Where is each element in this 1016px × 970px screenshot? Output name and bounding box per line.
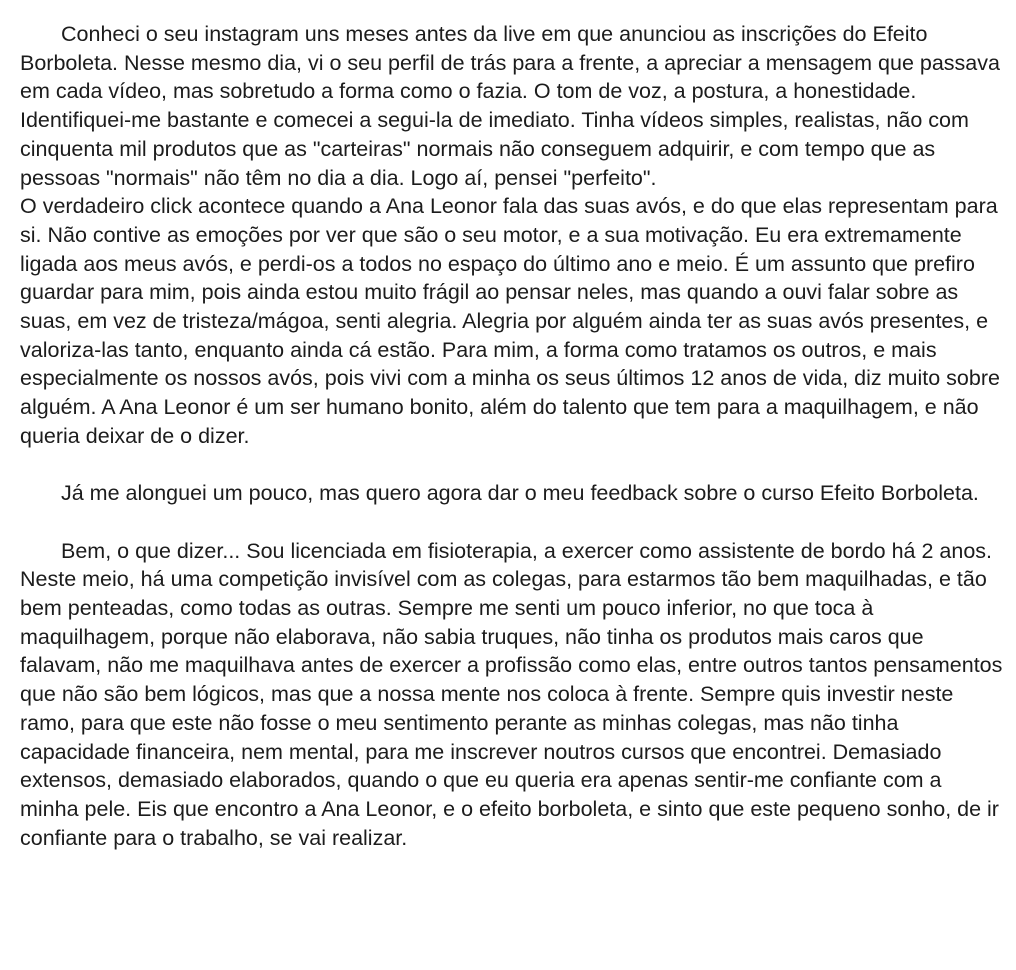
paragraph-feedback-intro: Já me alonguei um pouco, mas quero agora dar o meu feedback sobre o curso Efeito Borboleta. [61,481,979,506]
paragraph-course-feedback: Bem, o que dizer... Sou licenciada em fisioterapia, a exercer como assistente de bordo há 2 anos. Neste meio, há uma competição invisível com as colegas, para estarmos tão bem maquilhadas, e tão bem penteadas, como todas as outras. Sempre me senti um pouco inferior, no que toca à maquilhagem, porque não elaborava, não sabia truques, não tinha os produtos mais caros que falavam, não me maquilhava antes de exercer a profissão como elas, entre outros tantos pensamentos que não são bem lógicos, mas que a nossa mente nos coloca à frente. Sempre quis investir neste ramo, para que este não fosse o meu sentimento perante as minhas colegas, mas não tinha capacidade financeira, nem mental, para me inscrever noutros cursos que encontrei. Demasiado extensos, demasiado elaborados, quando o que eu queria era apenas sentir-me confiante com a minha pele. Eis que encontro a Ana Leonor, e o efeito borboleta, e sinto que este pequeno sonho, de ir confiante para o trabalho, se vai realizar. [20,538,1009,850]
paragraph-grandparents: O verdadeiro click acontece quando a Ana Leonor fala das suas avós, e do que elas representam para si. Não contive as emoções por ver que são o seu motor, e a sua motivação. Eu era extremamente ligada aos meus avós, e perdi-os a todos no espaço do último ano e meio. É um assunto que prefiro guardar para mim, pois ainda estou muito frágil ao pensar neles, mas quando a ouvi falar sobre as suas, em vez de tristeza/mágoa, senti alegria. Alegria por alguém ainda ter as suas avós presentes, e valoriza-las tanto, enquanto ainda cá estão. Para mim, a forma como tratamos os outros, e mais especialmente os nossos avós, pois vivi com a minha os seus últimos 12 anos de vida, diz muito sobre alguém. A Ana Leonor é um ser humano bonito, além do talento que tem para a maquilhagem, e não queria deixar de o dizer. [20,194,1006,448]
paragraph-spacer [20,451,1006,480]
paragraph-instagram-intro: Conheci o seu instagram uns meses antes da live em que anunciou as inscrições do Efeito Borboleta. Nesse mesmo dia, vi o seu perfil de trás para a frente, a apreciar a mensagem que passava em cada vídeo, mas sobretudo a forma como o fazia. O tom de voz, a postura, a honestidade. Identifiquei-me bastante e comecei a segui-la de imediato. Tinha vídeos simples, realistas, não com cinquenta mil produtos que as "carteiras" normais não conseguem adquirir, e com tempo que as pessoas "normais" não têm no dia a dia. Logo aí, pensei "perfeito". [20,22,1006,190]
paragraph-spacer [20,508,1006,537]
